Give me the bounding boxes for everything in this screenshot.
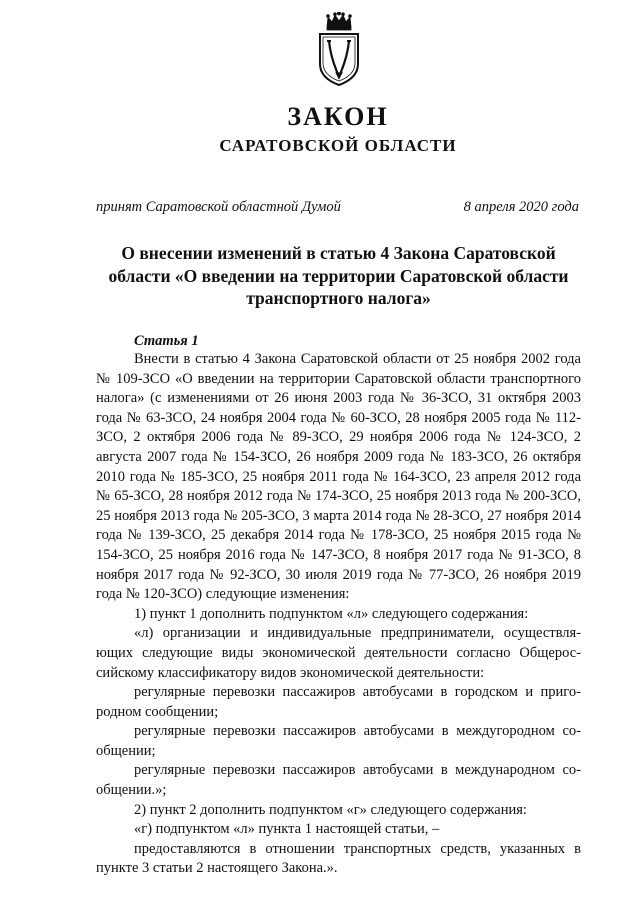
article-label: Статья 1 [134,333,199,349]
article-paragraph: регулярные перевозки пассажиров автобусами в междугородном сообщении; [96,723,581,759]
article-paragraph: «л) организации и индивидуальные предприниматели, осуществляющих следующие виды экономической деятельности согласно Общероссийскому классификатору видов экономической деятельности: [96,625,581,681]
document-heading: О внесении изменений в статью 4 Закона Саратовской области «О введении на территории Саратовской области транспортного налога» [108,243,569,308]
article-paragraph: Внести в статью 4 Закона Саратовской области от 25 ноября 2002 года № 109-ЗСО «О введении на территории Саратовской области транспортного налога» (с изменениями от 26 июня 2003 года № 36-ЗСО, 31 октября 2003 года № 63-ЗСО, 24 ноября 2004 года № 60-ЗСО, 28 ноября 2005 года № 112-ЗСО, 2 октября 2006 года № 89-ЗСО, 29 ноября 2006 года № 124-ЗСО, 2 августа 2007 года № 154-ЗСО, 26 ноября 2009 года № 183-ЗСО, 26 октября 2010 года № 185-ЗСО, 25 ноября 2011 года № 164-ЗСО, 23 апреля 2012 года № 65-ЗСО, 28 ноября 2012 года № 174-ЗСО, 25 ноября 2013 года № 200-ЗСО, 25 ноября 2013 года № 205-ЗСО, 3 марта 2014 года № 28-ЗСО, 27 ноября 2014 года № 139-ЗСО, 25 декабря 2014 года № 178-ЗСО, 25 ноября 2015 года № 154-ЗСО, 25 ноября 2016 года № 147-ЗСО, 8 ноября 2017 года № 91-ЗСО, 8 ноября 2017 года № 92-ЗСО, 30 июля 2019 года № 77-ЗСО, 26 ноября 2019 года № 120-ЗСО) следующие изменения: [96,351,581,603]
law-title: ЗАКОН [287,102,389,131]
article-paragraph: регулярные перевозки пассажиров автобусами в международном сообщении.»; [96,762,581,799]
article-paragraph: предоставляются в отношении транспортных средств, указанных в пункте 3 статьи 2 настоящего Закона.». [96,840,581,877]
saratov-coat-of-arms-icon [316,12,362,88]
article-body [96,350,581,879]
law-region: САРАТОВСКОЙ ОБЛАСТИ [219,136,457,155]
article-paragraph: «г) подпунктом «л» пункта 1 настоящей статьи, – [134,821,440,838]
article-paragraph: 1) пункт 1 дополнить подпунктом «л» следующего содержания: [134,605,529,622]
article-paragraph: 2) пункт 2 дополнить подпунктом «г» следующего содержания: [134,801,527,818]
adoption-date: 8 апреля 2020 года [463,199,579,215]
article-paragraph: регулярные перевозки пассажиров автобусами в городском и пригородном сообщении; [96,684,581,720]
adoption-body: принят Саратовской областной Думой [96,199,341,215]
